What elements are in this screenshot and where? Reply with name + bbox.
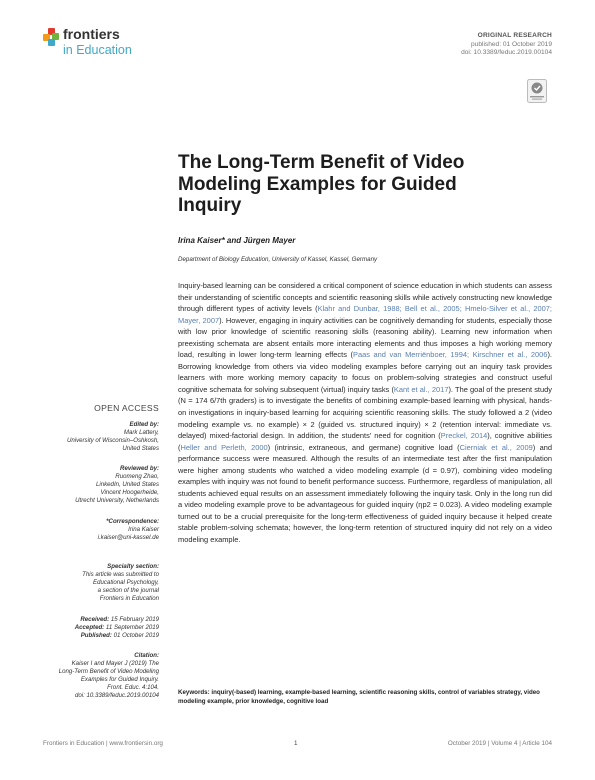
journal-name: in Education xyxy=(63,43,132,57)
article-title: The Long-Term Benefit of Video Modeling Examples for Guided Inquiry xyxy=(178,152,465,216)
frontiers-logo-icon xyxy=(43,28,61,46)
published-date: published: 01 October 2019 xyxy=(470,40,552,48)
article-meta xyxy=(461,32,552,58)
reviewed-by: Reviewed by: Ruomeng Zhao, LinkedIn, United States Vincent Hoogerheide, Utrecht University, Netherlands xyxy=(75,465,159,505)
edited-by: Edited by: Mark Lattery, University of Wisconsin–Oshkosh, United States xyxy=(66,421,159,453)
citation: Citation: Kaiser I and Mayer J (2019) The Long-Term Benefit of Video Modeling Examples for Guided Inquiry. Front. Educ. 4:104. doi: 10.3389/feduc.2019.00104 xyxy=(58,652,159,700)
citation-link[interactable]: Kant et al., 2017 xyxy=(393,384,449,394)
citation-link[interactable]: Klahr and Dunbar, 1988; Bell et al., 2005; Hmelo-Silver et al., 2007; Mayer, 2007 xyxy=(178,304,552,325)
check-for-updates-icon[interactable] xyxy=(527,79,547,103)
citation-link[interactable]: Preckel, 2014 xyxy=(440,431,488,441)
footer-journal: Frontiers in Education | www.frontiersin.org xyxy=(43,740,163,747)
abstract: Inquiry-based learning can be considered a critical component of science education in which students can assess their understanding of scientific concepts and scientific reasoning skills while actively constructing new knowledge through different types of activity levels (Klahr and Dunbar, 1988; Bell et al., 2005; Hmelo-Silver et al., 2007; Mayer, 2007). However, engaging in inquiry activities can be cognitively demanding for students, especially those with low prior knowledge of scientific reasoning skills (reasoning ability). Learning new information when preexisting schemata are absent entails more interacting elements and thus imposes a high working memory load, resulting in lower long-term learning effects (Paas and van Merriënboer, 1994; Kirschner et al., 2006). Borrowing knowledge from others via video modeling examples before carrying out an inquiry task provides learners with more working memory capacity to focus on problem-solving strategies and construct useful cognitive schemata for solving subsequent (virtual) inquiry tasks (Kant et al., 2017). The goal of the present study (N = 174 6/7th graders) is to investigate the benefits of combining example-based learning with physical, hands-on investigations in inquiry-based learning for acquiring scientific reasoning skills. The study followed a 2 (video modeling example vs. no example) × 2 (guided vs. structured inquiry) × 2 (retention interval: immediate vs. delayed) mixed-factorial design. In addition, the students' need for cognition (Preckel, 2014), cognitive abilities (Heller and Perleth, 2000) (intrinsic, extraneous, and germane) cognitive load (Cierniak et al., 2009) and performance success were measured. Although the results of an intermediate test after the first manipulation were higher among students who watched a video modeling example (d = 0.97), combining video modeling examples with inquiry was not found to benefit performance success. Furthermore, regardless of manipulation, all students achieved equal results on an assessment immediately following the inquiry task. Only in the long run did a video modeling example prove to be advantageous for guided inquiry (ηp2 = 0.023). A video modeling example turned out to be a crucial prerequisite for the long-term effectiveness of guided inquiry because it helped create stable problem-solving schemata; however, the long-term retention of structured inquiry did not rely on a video modeling example. xyxy=(178,281,553,545)
specialty-section: Specialty section: This article was submitted to Educational Psychology, a section of the journal Frontiers in Education xyxy=(82,563,159,603)
dates: Received: 15 February 2019 Accepted: 11 September 2019 Published: 01 October 2019 xyxy=(74,616,159,640)
citation-link[interactable]: Paas and van Merriënboer, 1994; Kirschner et al., 2006 xyxy=(353,350,548,360)
citation-link[interactable]: Cierniak et al., 2009 xyxy=(459,442,533,452)
brand-name: frontiers xyxy=(63,26,120,42)
footer-issue: October 2019 | Volume 4 | Article 104 xyxy=(447,740,552,747)
doi[interactable]: doi: 10.3389/feduc.2019.00104 xyxy=(461,49,552,57)
citation-link[interactable]: Heller and Perleth, 2000 xyxy=(180,442,268,452)
journal-logo xyxy=(43,26,163,58)
correspondence: *Correspondence: Irina Kaiser i.kaiser@uni-kassel.de xyxy=(9,518,159,542)
open-access-label: OPEN ACCESS xyxy=(94,403,159,413)
article-type: ORIGINAL RESEARCH xyxy=(477,32,552,39)
email-link[interactable]: i.kaiser@uni-kassel.de xyxy=(97,534,159,542)
authors: Irina Kaiser* and Jürgen Mayer xyxy=(178,236,296,245)
page-number: 1 xyxy=(294,740,298,747)
affiliation: Department of Biology Education, University of Kassel, Kassel, Germany xyxy=(178,256,378,263)
keywords: Keywords: inquiry(-based) learning, example-based learning, scientific reasoning skills, control of variables strategy, video modeling example, prior knowledge, cognitive load xyxy=(178,689,540,705)
